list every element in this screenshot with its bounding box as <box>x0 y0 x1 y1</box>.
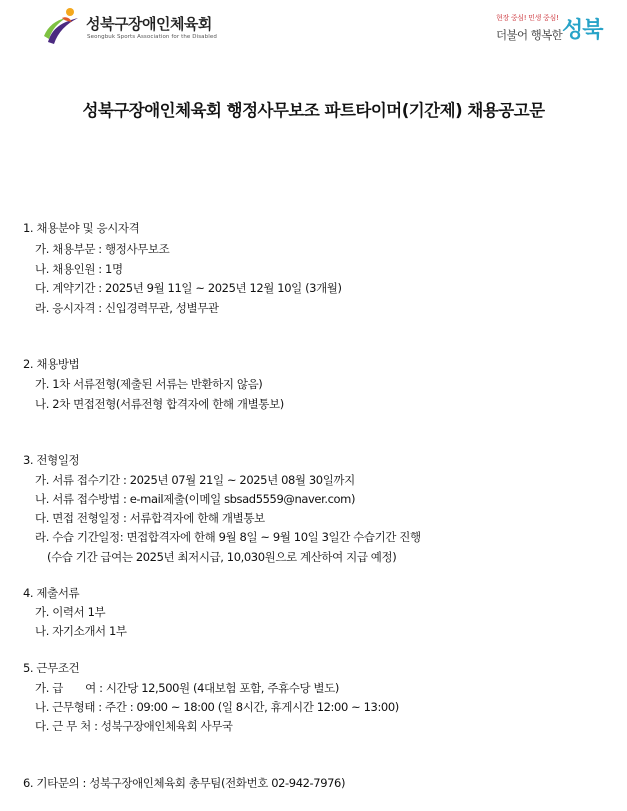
section-4-heading: 4. 제출서류 <box>23 586 80 600</box>
section-1-item-2: 나. 채용인원 : 1명 <box>35 262 123 276</box>
org-name-en: Seongbuk Sports Association for the Disabled <box>87 34 217 40</box>
section-5-item-1: 가. 급 여 : 시간당 12,500원 (4대보험 포함, 주휴수당 별도) <box>35 681 339 695</box>
section-1-item-4: 라. 응시자격 : 신입경력무관, 성별무관 <box>35 301 219 315</box>
district-slogan <box>492 10 612 46</box>
section-1-item-1: 가. 채용부문 : 행정사무보조 <box>35 242 170 256</box>
slogan-main: 더불어 행복한 <box>496 28 563 42</box>
org-logo <box>40 6 240 46</box>
section-3-item-2: 나. 서류 접수방법 : e-mail제출(이메일 sbsad5559@naver.com) <box>35 492 356 506</box>
section-2-item-2: 나. 2차 면접전형(서류전형 합격자에 한해 개별통보) <box>35 397 284 411</box>
section-5-heading: 5. 근무조건 <box>23 661 80 675</box>
section-3-heading: 3. 전형일정 <box>23 453 80 467</box>
slogan-brand: 성북 <box>562 18 603 43</box>
section-1-item-3: 다. 계약기간 : 2025년 9월 11일 ~ 2025년 12월 10일 (3개월) <box>35 281 342 295</box>
athlete-logo-icon <box>40 6 84 46</box>
section-3-note: (수습 기간 급여는 2025년 최저시급, 10,030원으로 계산하여 지급 예정) <box>47 550 397 564</box>
section-1-heading: 1. 채용분야 및 응시자격 <box>23 221 140 235</box>
section-3-item-4: 라. 수습 기간일정: 면접합격자에 한해 9월 8일 ~ 9월 10일 3일간 수습기간 진행 <box>35 530 421 544</box>
section-6-heading: 6. 기타문의 : 성북구장애인체육회 총무팀(전화번호 02-942-7976) <box>23 776 346 790</box>
section-4-item-2: 나. 자기소개서 1부 <box>35 624 127 638</box>
page-title: 성북구장애인체육회 행정사무보조 파트타이머(기간제) 채용공고문 <box>82 101 545 120</box>
section-3-item-1: 가. 서류 접수기간 : 2025년 07월 21일 ~ 2025년 08월 30일까지 <box>35 473 355 487</box>
section-5-item-3: 다. 근 무 처 : 성북구장애인체육회 사무국 <box>35 719 233 733</box>
section-2-heading: 2. 채용방법 <box>23 357 80 371</box>
org-name: 성북구장애인체육회 <box>86 15 212 33</box>
section-2-item-1: 가. 1차 서류전형(제출된 서류는 반환하지 않음) <box>35 377 263 391</box>
section-5-item-2: 나. 근무형태 : 주간 : 09:00 ~ 18:00 (일 8시간, 휴게시간 12:00 ~ 13:00) <box>35 700 399 714</box>
slogan-small: 현장 중심! 민생 중심! <box>496 14 559 22</box>
section-4-item-1: 가. 이력서 1부 <box>35 605 106 619</box>
section-3-item-3: 다. 면접 전형일정 : 서류합격자에 한해 개별통보 <box>35 511 265 525</box>
